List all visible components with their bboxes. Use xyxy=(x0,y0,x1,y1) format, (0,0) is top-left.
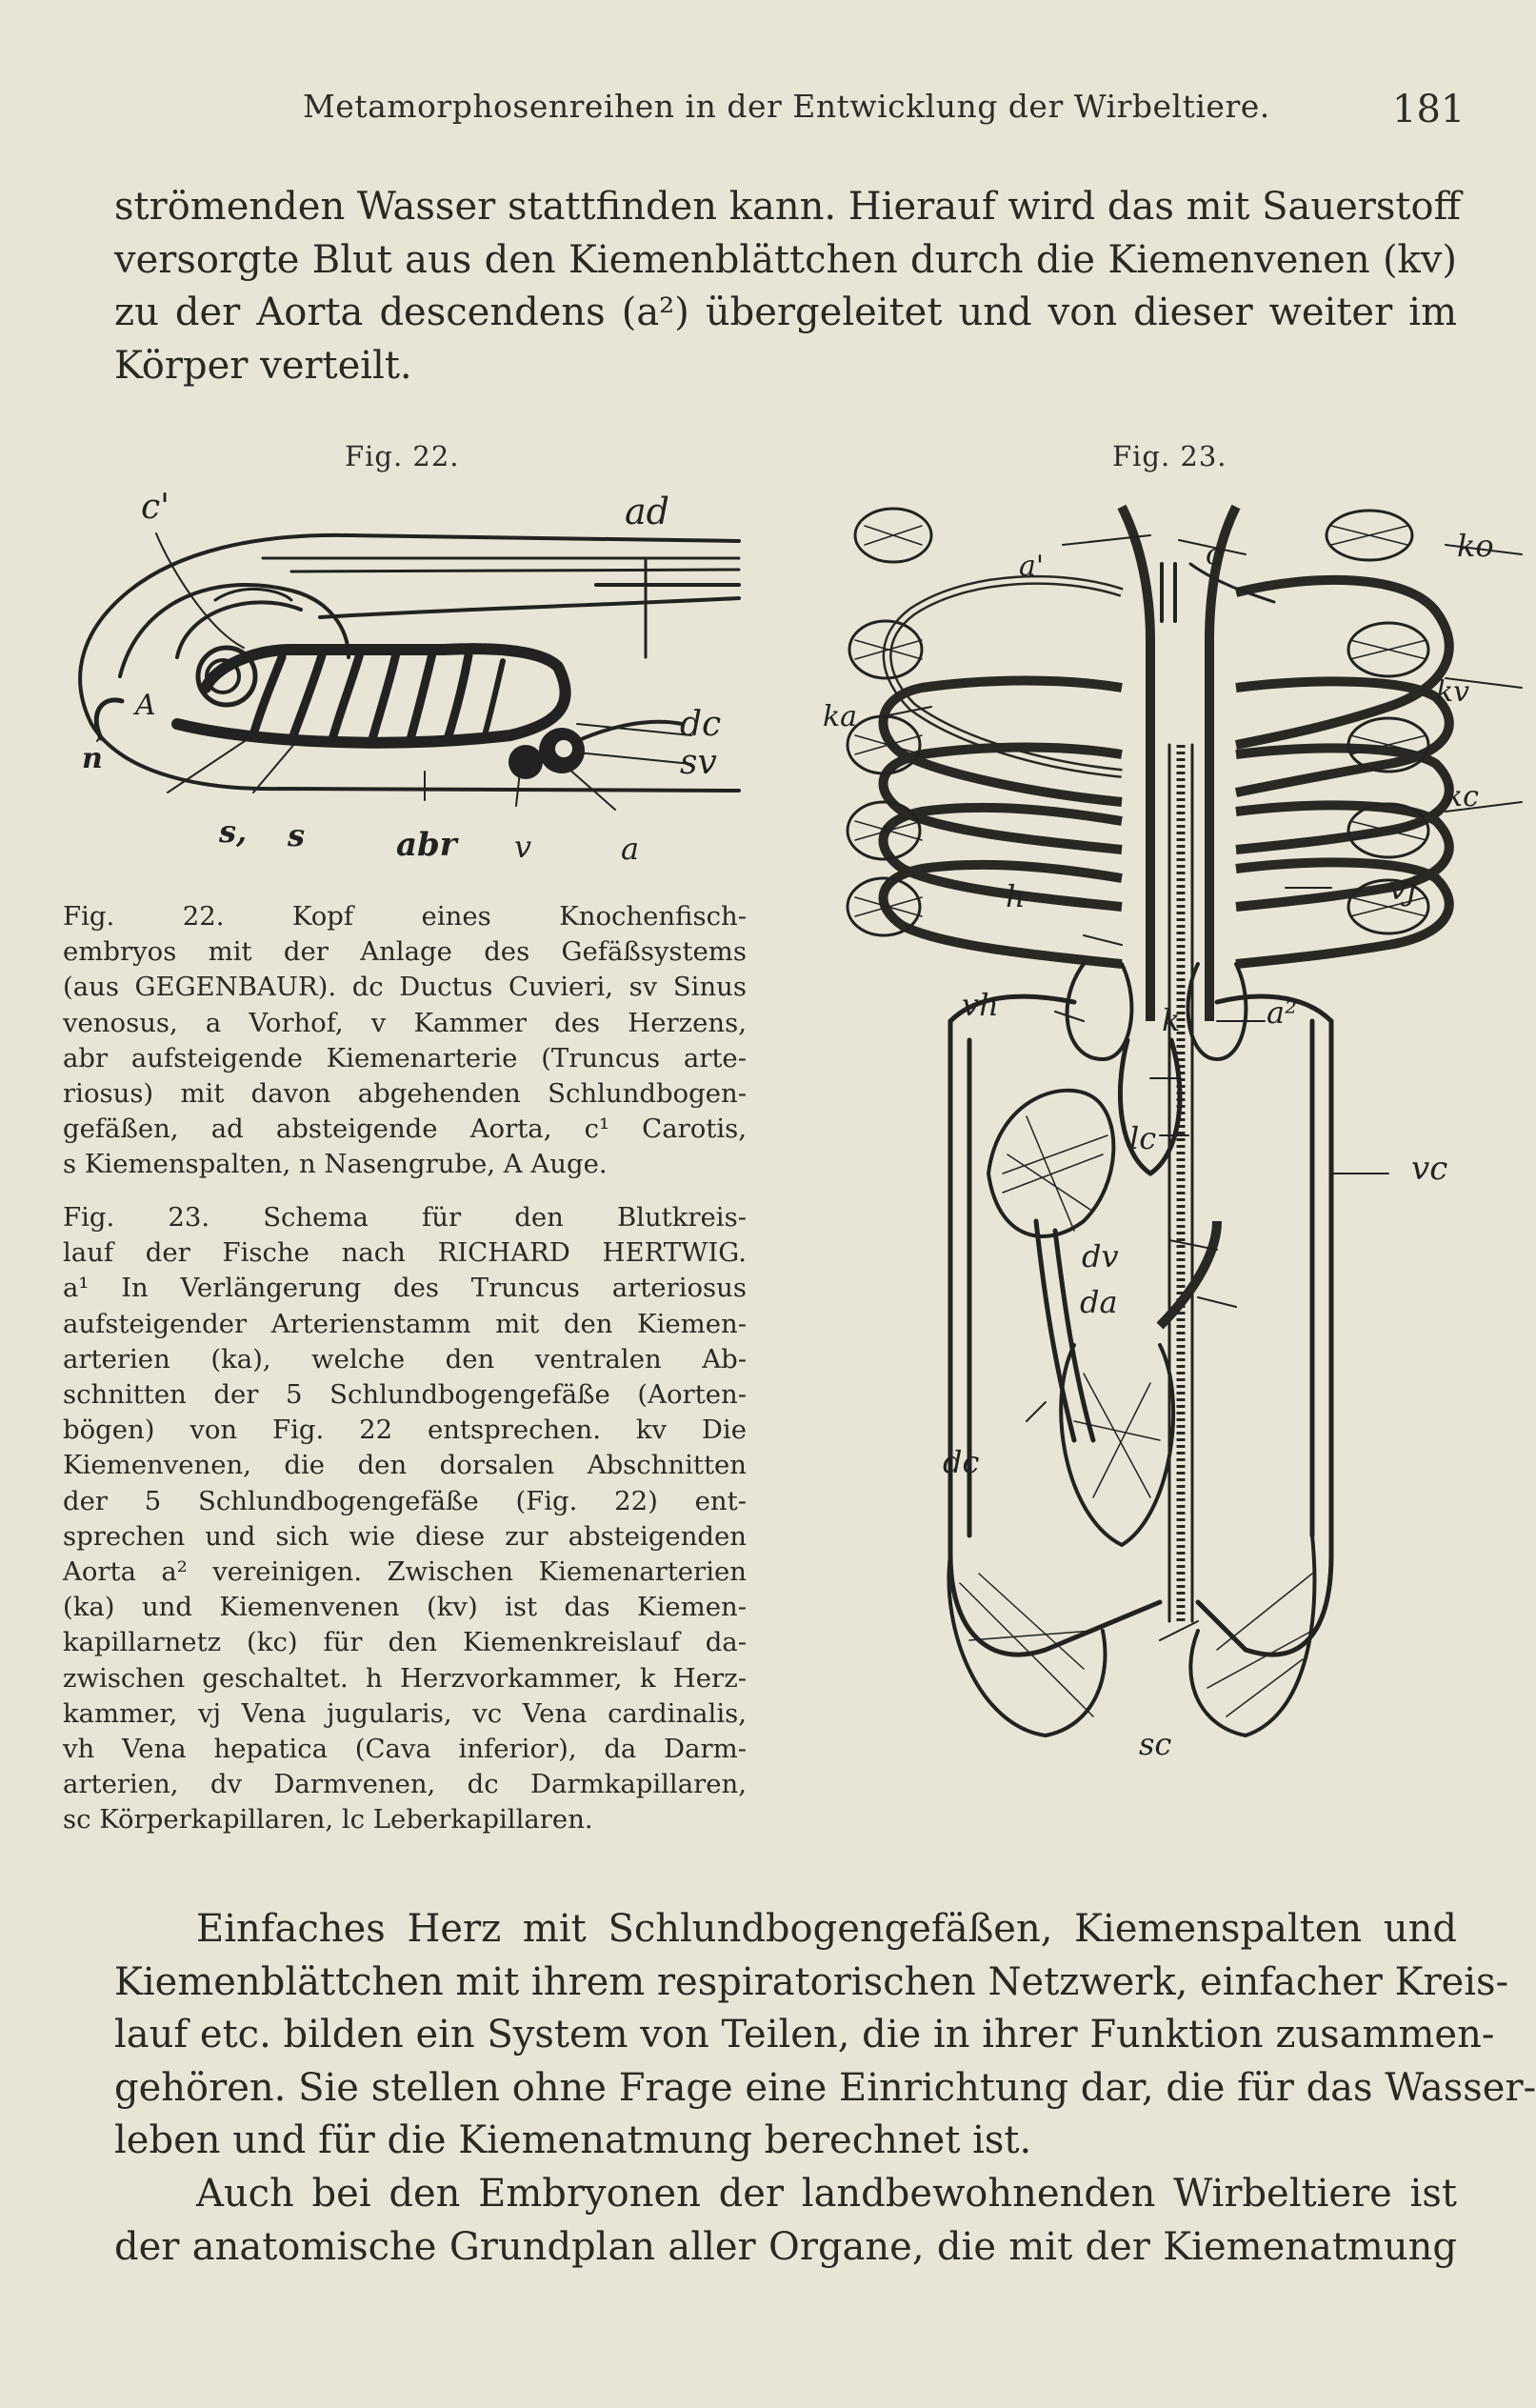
fig23-label-dc: dc xyxy=(943,1444,980,1480)
caption-line: (ka) und Kiemenvenen (kv) ist das Kiemen- xyxy=(63,1592,747,1623)
text-line: Auch bei den Embryonen der landbewohnenden Wirbeltiere ist xyxy=(196,2172,1457,2216)
caption-line: arterien, dv Darmvenen, dc Darmkapillaren, xyxy=(63,1769,747,1800)
fig23-label-vh: vh xyxy=(962,987,999,1023)
figure-23-label: Fig. 23. xyxy=(1112,440,1227,472)
fig22-label-abr: abr xyxy=(396,826,457,864)
caption-line: Fig. 22. Kopf eines Knochenfisch- xyxy=(63,901,747,932)
caption-line: gefäßen, ad absteigende Aorta, c¹ Carotis, xyxy=(63,1114,747,1145)
caption-line: vh Vena hepatica (Cava inferior), da Darm- xyxy=(63,1734,747,1765)
caption-line: a¹ In Verlängerung des Truncus arteriosus xyxy=(63,1273,747,1304)
text-line: Körper verteilt. xyxy=(114,343,412,388)
text-line: gehören. Sie stellen ohne Frage eine Einrichtung dar, die für das Wasser- xyxy=(114,2065,1536,2110)
fig22-label-c1: c' xyxy=(141,488,170,527)
caption-line: bögen) von Fig. 22 entsprechen. kv Die xyxy=(63,1415,747,1446)
caption-line: kammer, vj Vena jugularis, vc Vena cardinalis, xyxy=(63,1697,747,1729)
fig23-label-h: h xyxy=(1006,878,1026,914)
fig22-label-n: n xyxy=(82,742,103,775)
fig23-label-a1: a' xyxy=(1019,550,1045,583)
fig23-label-kc: kc xyxy=(1446,780,1479,813)
running-title: Metamorphosenreihen in der Entwicklung der Wirbeltiere. xyxy=(303,88,1270,125)
caption-line: schnitten der 5 Schlundbogengefäße (Aorten- xyxy=(63,1379,747,1411)
text-line: lauf etc. bilden ein System von Teilen, die in ihrer Funktion zusammen- xyxy=(114,2013,1495,2057)
fig22-label-dc: dc xyxy=(680,705,722,744)
text-line: versorgte Blut aus den Kiemenblättchen durch die Kiemenvenen (kv) xyxy=(114,237,1457,282)
fig23-label-da: da xyxy=(1080,1284,1118,1320)
caption-line: Aorta a² vereinigen. Zwischen Kiemenarterien xyxy=(63,1556,747,1588)
fig22-label-a: a xyxy=(621,831,640,867)
figure-23-illustration xyxy=(823,488,1512,1802)
caption-line: abr aufsteigende Kiemenarterie (Truncus arte- xyxy=(63,1042,747,1074)
fig23-label-vc: vc xyxy=(1411,1150,1448,1188)
caption-line: der 5 Schlundbogengefäße (Fig. 22) ent- xyxy=(63,1485,747,1516)
caption-line: sprechen und sich wie diese zur absteigenden xyxy=(63,1520,747,1552)
text-line: der anatomische Grundplan aller Organe, die mit der Kiemenatmung xyxy=(114,2224,1457,2269)
caption-line: kapillarnetz (kc) für den Kiemenkreislauf da- xyxy=(63,1627,747,1658)
caption-line: riosus) mit davon abgehenden Schlundbogen- xyxy=(63,1078,747,1110)
text-line: leben und für die Kiemenatmung berechnet ist. xyxy=(114,2118,1032,2162)
text-line: Einfaches Herz mit Schlundbogengefäßen, Kiemenspalten und xyxy=(196,1907,1457,1951)
figure-22-caption xyxy=(63,899,747,1183)
fig22-label-v: v xyxy=(514,829,532,865)
caption-line: Kiemenvenen, die den dorsalen Abschnitten xyxy=(63,1450,747,1481)
text-line: strömenden Wasser stattfinden kann. Hierauf wird das mit Sauerstoff xyxy=(114,185,1461,229)
caption-line: sc Körperkapillaren, lc Leberkapillaren. xyxy=(63,1804,593,1836)
fig22-label-sv: sv xyxy=(680,743,717,782)
caption-line: Fig. 23. Schema für den Blutkreis- xyxy=(63,1202,747,1233)
fig22-label-A: A xyxy=(135,689,156,722)
figure-22-illustration xyxy=(63,486,748,886)
gill-arches xyxy=(884,580,1449,964)
fig23-label-vj: vj xyxy=(1388,870,1417,908)
text-line: Kiemenblättchen mit ihrem respiratorischen Netzwerk, einfacher Kreis- xyxy=(114,1959,1509,2004)
page-number: 181 xyxy=(1392,88,1466,131)
caption-line: arterien (ka), welche den ventralen Ab- xyxy=(63,1343,747,1375)
caption-line: (aus GEGENBAUR). dc Ductus Cuvieri, sv Sinus xyxy=(63,972,747,1003)
fig23-label-dv: dv xyxy=(1082,1238,1119,1274)
text-line: zu der Aorta descendens (a²) übergeleitet und von dieser weiter im xyxy=(114,291,1457,334)
fig23-label-kv: kv xyxy=(1436,675,1470,709)
fig22-label-s: s xyxy=(288,817,306,853)
fig22-label-ad: ad xyxy=(625,491,669,532)
fig23-label-a2: a² xyxy=(1267,994,1297,1031)
caption-line: venosus, a Vorhof, v Kammer des Herzens, xyxy=(63,1007,747,1038)
top-paragraph xyxy=(114,181,1461,392)
fig23-label-c: c xyxy=(1206,538,1222,572)
caption-line: zwischen geschaltet. h Herzvorkammer, k Herz- xyxy=(63,1662,747,1694)
figure-22-label: Fig. 22. xyxy=(345,440,460,472)
caption-line: s Kiemenspalten, n Nasengrube, A Auge. xyxy=(63,1149,608,1180)
fig23-label-ka: ka xyxy=(823,700,858,733)
fig23-label-k: k xyxy=(1162,1002,1181,1038)
caption-line: aufsteigender Arterienstamm mit den Kiemen- xyxy=(63,1308,747,1339)
bottom-paragraph-1 xyxy=(114,1903,1536,2168)
bottom-paragraph-2 xyxy=(114,2168,1457,2274)
fig23-label-sc: sc xyxy=(1139,1726,1172,1762)
figure-23-caption xyxy=(63,1200,747,1838)
fig23-label-lc: lc xyxy=(1129,1120,1157,1156)
caption-line: embryos mit der Anlage des Gefäßsystems xyxy=(63,936,747,968)
fig22-label-s1: s, xyxy=(219,813,248,850)
fig23-label-ko: ko xyxy=(1457,528,1494,564)
caption-line: lauf der Fische nach RICHARD HERTWIG. xyxy=(63,1237,747,1269)
